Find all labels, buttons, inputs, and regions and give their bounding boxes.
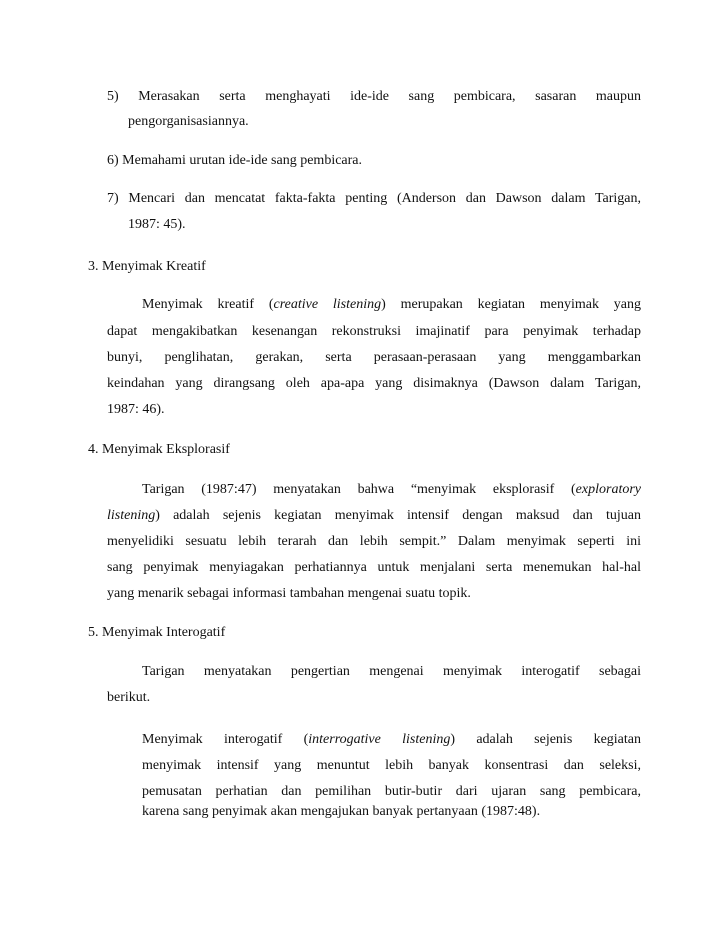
section-4-paragraph-line-1: Tarigan (1987:47) menyatakan bahwa “menyimak eksplorasif (exploratory (142, 482, 641, 497)
section-3-paragraph-line-4: keindahan yang dirangsang oleh apa-apa yang disimaknya (Dawson dalam Tarigan, (107, 376, 641, 391)
section-4-italic-term-cont: listening (107, 508, 156, 523)
section-5-heading: 5. Menyimak Interogatif (88, 625, 226, 640)
section-3-paragraph-line-2: dapat mengakibatkan kesenangan rekonstruksi imajinatif para penyimak terhadap (107, 324, 641, 339)
section-4-paragraph-line-5: yang menarik sebagai informasi tambahan mengenai suatu topik. (107, 586, 471, 601)
section-3-heading: 3. Menyimak Kreatif (88, 259, 206, 274)
section-4-paragraph-line-4: sang penyimak menyiagakan perhatiannya untuk menjalani serta menemukan hal-hal (107, 560, 641, 575)
quote-line-3: pemusatan perhatian dan pemilihan butir-butir dari ujaran sang pembicara, (142, 784, 641, 799)
section-4-paragraph-line-3: menyelidiki sesuatu lebih terarah dan lebih sempit.” Dalam menyimak seperti ini (107, 534, 641, 549)
quote-line-4: karena sang penyimak akan mengajukan banyak pertanyaan (1987:48). (142, 804, 541, 819)
section-3-italic-term: creative listening (273, 297, 382, 312)
section-4-heading: 4. Menyimak Eksplorasif (88, 442, 230, 457)
quote-italic-term: interrogative listening (308, 732, 451, 747)
section-4-italic-term: exploratory (575, 482, 641, 497)
section-5-paragraph-line-2: berikut. (107, 690, 151, 705)
section-3-paragraph-line-5: 1987: 46). (107, 402, 165, 417)
list-item-6: 6) Memahami urutan ide-ide sang pembicara. (107, 153, 363, 168)
list-item-5-line-2: pengorganisasiannya. (128, 114, 249, 129)
list-item-5-line-1: 5) Merasakan serta menghayati ide-ide sang pembicara, sasaran maupun (107, 89, 641, 104)
section-3-paragraph-line-1: Menyimak kreatif (creative listening) merupakan kegiatan menyimak yang (142, 297, 641, 312)
quote-line-1: Menyimak interogatif (interrogative listening) adalah sejenis kegiatan (142, 732, 641, 747)
list-item-7-line-2: 1987: 45). (128, 217, 186, 232)
section-3-paragraph-line-3: bunyi, penglihatan, gerakan, serta perasaan-perasaan yang menggambarkan (107, 350, 641, 365)
section-5-paragraph-line-1: Tarigan menyatakan pengertian mengenai menyimak interogatif sebagai (142, 664, 641, 679)
section-4-paragraph-line-2: listening) adalah sejenis kegiatan menyimak intensif dengan maksud dan tujuan (107, 508, 641, 523)
list-item-7-line-1: 7) Mencari dan mencatat fakta-fakta penting (Anderson dan Dawson dalam Tarigan, (107, 191, 641, 206)
quote-line-2: menyimak intensif yang menuntut lebih banyak konsentrasi dan seleksi, (142, 758, 641, 773)
